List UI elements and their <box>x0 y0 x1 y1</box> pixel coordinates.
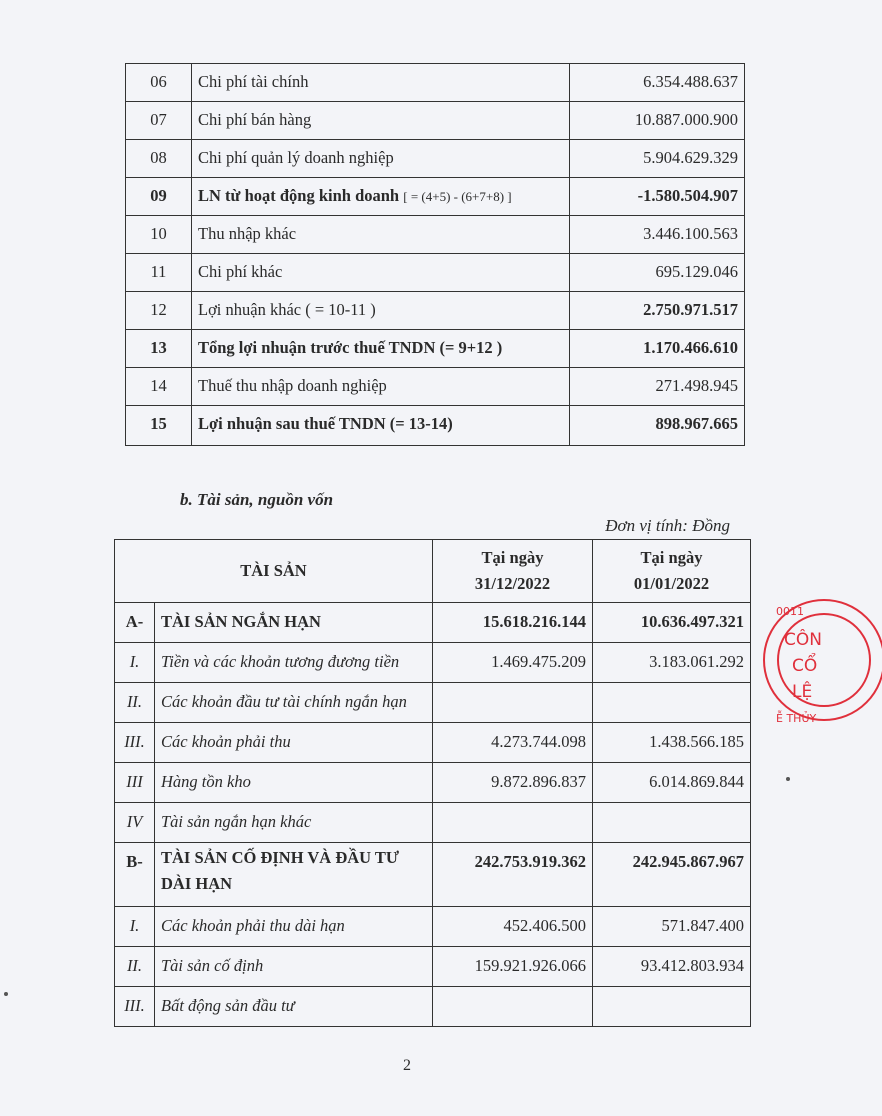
asset-label: Hàng tồn kho <box>155 763 433 803</box>
asset-value-2022-01-01: 242.945.867.967 <box>593 843 751 907</box>
income-row-formula: [ = (4+5) - (6+7+8) ] <box>403 189 512 204</box>
header-date-2-line1: Tại ngày <box>640 548 703 567</box>
assets-table <box>114 539 751 1027</box>
income-row-label-text: LN từ hoạt động kinh doanh <box>198 186 400 205</box>
asset-row <box>115 947 751 987</box>
asset-label: TÀI SẢN CỐ ĐỊNH VÀ ĐẦU TƯ DÀI HẠN <box>155 843 433 907</box>
page-speck <box>786 777 790 781</box>
asset-row <box>115 907 751 947</box>
asset-label: Các khoản phải thu <box>155 723 433 763</box>
asset-value-2022-01-01: 571.847.400 <box>593 907 751 947</box>
asset-row <box>115 643 751 683</box>
income-row-label-text: Chi phí tài chính <box>198 72 309 91</box>
income-row-value: 3.446.100.563 <box>570 216 745 254</box>
income-row-number: 09 <box>126 178 192 216</box>
seal-text: Ễ THỦY <box>776 712 817 725</box>
income-row-label <box>192 406 570 446</box>
income-row <box>126 368 745 406</box>
income-row <box>126 64 745 102</box>
income-row <box>126 292 745 330</box>
asset-value-2022-12-31 <box>433 803 593 843</box>
asset-code: III <box>115 763 155 803</box>
asset-code: B- <box>115 843 155 907</box>
income-row-label <box>192 178 570 216</box>
income-row <box>126 102 745 140</box>
income-statement-table <box>125 63 745 446</box>
asset-label: Tài sản cố định <box>155 947 433 987</box>
asset-row <box>115 987 751 1027</box>
income-row-value: 2.750.971.517 <box>570 292 745 330</box>
asset-group-row <box>115 603 751 643</box>
asset-value-2022-12-31: 452.406.500 <box>433 907 593 947</box>
income-row-value: 271.498.945 <box>570 368 745 406</box>
income-row-number: 14 <box>126 368 192 406</box>
assets-header-row <box>115 540 751 603</box>
asset-row <box>115 763 751 803</box>
header-date-1-line2: 31/12/2022 <box>474 574 551 593</box>
income-row-number: 15 <box>126 406 192 446</box>
seal-text: CỔ <box>792 656 818 676</box>
income-row-number: 13 <box>126 330 192 368</box>
income-row-label <box>192 292 570 330</box>
asset-value-2022-01-01: 3.183.061.292 <box>593 643 751 683</box>
asset-value-2022-01-01 <box>593 683 751 723</box>
income-row <box>126 216 745 254</box>
asset-label: Tài sản ngắn hạn khác <box>155 803 433 843</box>
page-speck <box>4 992 8 996</box>
asset-code: A- <box>115 603 155 643</box>
income-row-number: 08 <box>126 140 192 178</box>
asset-label: TÀI SẢN NGẮN HẠN <box>155 603 433 643</box>
asset-label: Tiền và các khoản tương đương tiền <box>155 643 433 683</box>
income-row-label-text: Chi phí bán hàng <box>198 110 312 129</box>
asset-code: II. <box>115 683 155 723</box>
header-date-2-line2: 01/01/2022 <box>633 574 710 593</box>
income-row-number: 10 <box>126 216 192 254</box>
income-row-label-text: Thuế thu nhập doanh nghiệp <box>198 376 387 395</box>
header-asset: TÀI SẢN <box>115 540 433 603</box>
asset-label: Các khoản phải thu dài hạn <box>155 907 433 947</box>
asset-row <box>115 683 751 723</box>
asset-value-2022-12-31 <box>433 683 593 723</box>
income-row-label <box>192 254 570 292</box>
income-row-value: 898.967.665 <box>570 406 745 446</box>
asset-row <box>115 803 751 843</box>
income-row-label-text: Thu nhập khác <box>198 224 297 243</box>
income-row-label <box>192 140 570 178</box>
asset-code: III. <box>115 723 155 763</box>
seal-text: 0011 <box>776 605 804 618</box>
income-row-value: 1.170.466.610 <box>570 330 745 368</box>
income-row-label-text: Lợi nhuận khác ( = 10-11 ) <box>198 300 376 319</box>
asset-value-2022-12-31: 4.273.744.098 <box>433 723 593 763</box>
unit-note: Đơn vị tính: Đồng <box>605 516 730 535</box>
income-row <box>126 140 745 178</box>
asset-code: II. <box>115 947 155 987</box>
asset-value-2022-12-31: 242.753.919.362 <box>433 843 593 907</box>
asset-value-2022-12-31 <box>433 987 593 1027</box>
income-row-label <box>192 216 570 254</box>
income-row-value: 10.887.000.900 <box>570 102 745 140</box>
asset-label: Các khoản đầu tư tài chính ngắn hạn <box>155 683 433 723</box>
income-row <box>126 178 745 216</box>
income-row-label-text: Chi phí khác <box>198 262 283 281</box>
header-date-1 <box>433 540 593 603</box>
income-row-value: 5.904.629.329 <box>570 140 745 178</box>
asset-value-2022-12-31: 159.921.926.066 <box>433 947 593 987</box>
asset-label: Bất động sản đầu tư <box>155 987 433 1027</box>
income-row <box>126 330 745 368</box>
asset-value-2022-12-31: 1.469.475.209 <box>433 643 593 683</box>
asset-group-row <box>115 843 751 907</box>
header-date-1-line1: Tại ngày <box>481 548 544 567</box>
asset-value-2022-01-01 <box>593 803 751 843</box>
income-row-value: -1.580.504.907 <box>570 178 745 216</box>
asset-value-2022-12-31: 15.618.216.144 <box>433 603 593 643</box>
income-row-label-text: Lợi nhuận sau thuế TNDN (= 13-14) <box>198 414 453 433</box>
income-row-label <box>192 330 570 368</box>
income-row-label <box>192 368 570 406</box>
asset-value-2022-01-01: 10.636.497.321 <box>593 603 751 643</box>
asset-value-2022-12-31: 9.872.896.837 <box>433 763 593 803</box>
income-row <box>126 406 745 446</box>
asset-code: III. <box>115 987 155 1027</box>
asset-code: I. <box>115 907 155 947</box>
asset-code: I. <box>115 643 155 683</box>
income-row-number: 07 <box>126 102 192 140</box>
page-number: 2 <box>403 1057 411 1074</box>
income-row-number: 12 <box>126 292 192 330</box>
asset-row <box>115 723 751 763</box>
section-b-title: b. Tài sản, nguồn vốn <box>180 490 334 509</box>
company-seal-icon <box>762 585 882 735</box>
income-row-value: 6.354.488.637 <box>570 64 745 102</box>
seal-text: LỆ <box>792 682 813 702</box>
income-row-label-text: Tổng lợi nhuận trước thuế TNDN (= 9+12 ) <box>198 338 503 357</box>
asset-code: IV <box>115 803 155 843</box>
income-row-label <box>192 102 570 140</box>
income-row-number: 11 <box>126 254 192 292</box>
income-row-label-text: Chi phí quản lý doanh nghiệp <box>198 148 394 167</box>
asset-value-2022-01-01 <box>593 987 751 1027</box>
seal-text: CÔN <box>784 630 822 650</box>
income-row-number: 06 <box>126 64 192 102</box>
income-row <box>126 254 745 292</box>
income-row-label <box>192 64 570 102</box>
income-row-value: 695.129.046 <box>570 254 745 292</box>
asset-value-2022-01-01: 6.014.869.844 <box>593 763 751 803</box>
asset-value-2022-01-01: 1.438.566.185 <box>593 723 751 763</box>
asset-value-2022-01-01: 93.412.803.934 <box>593 947 751 987</box>
header-date-2 <box>593 540 751 603</box>
